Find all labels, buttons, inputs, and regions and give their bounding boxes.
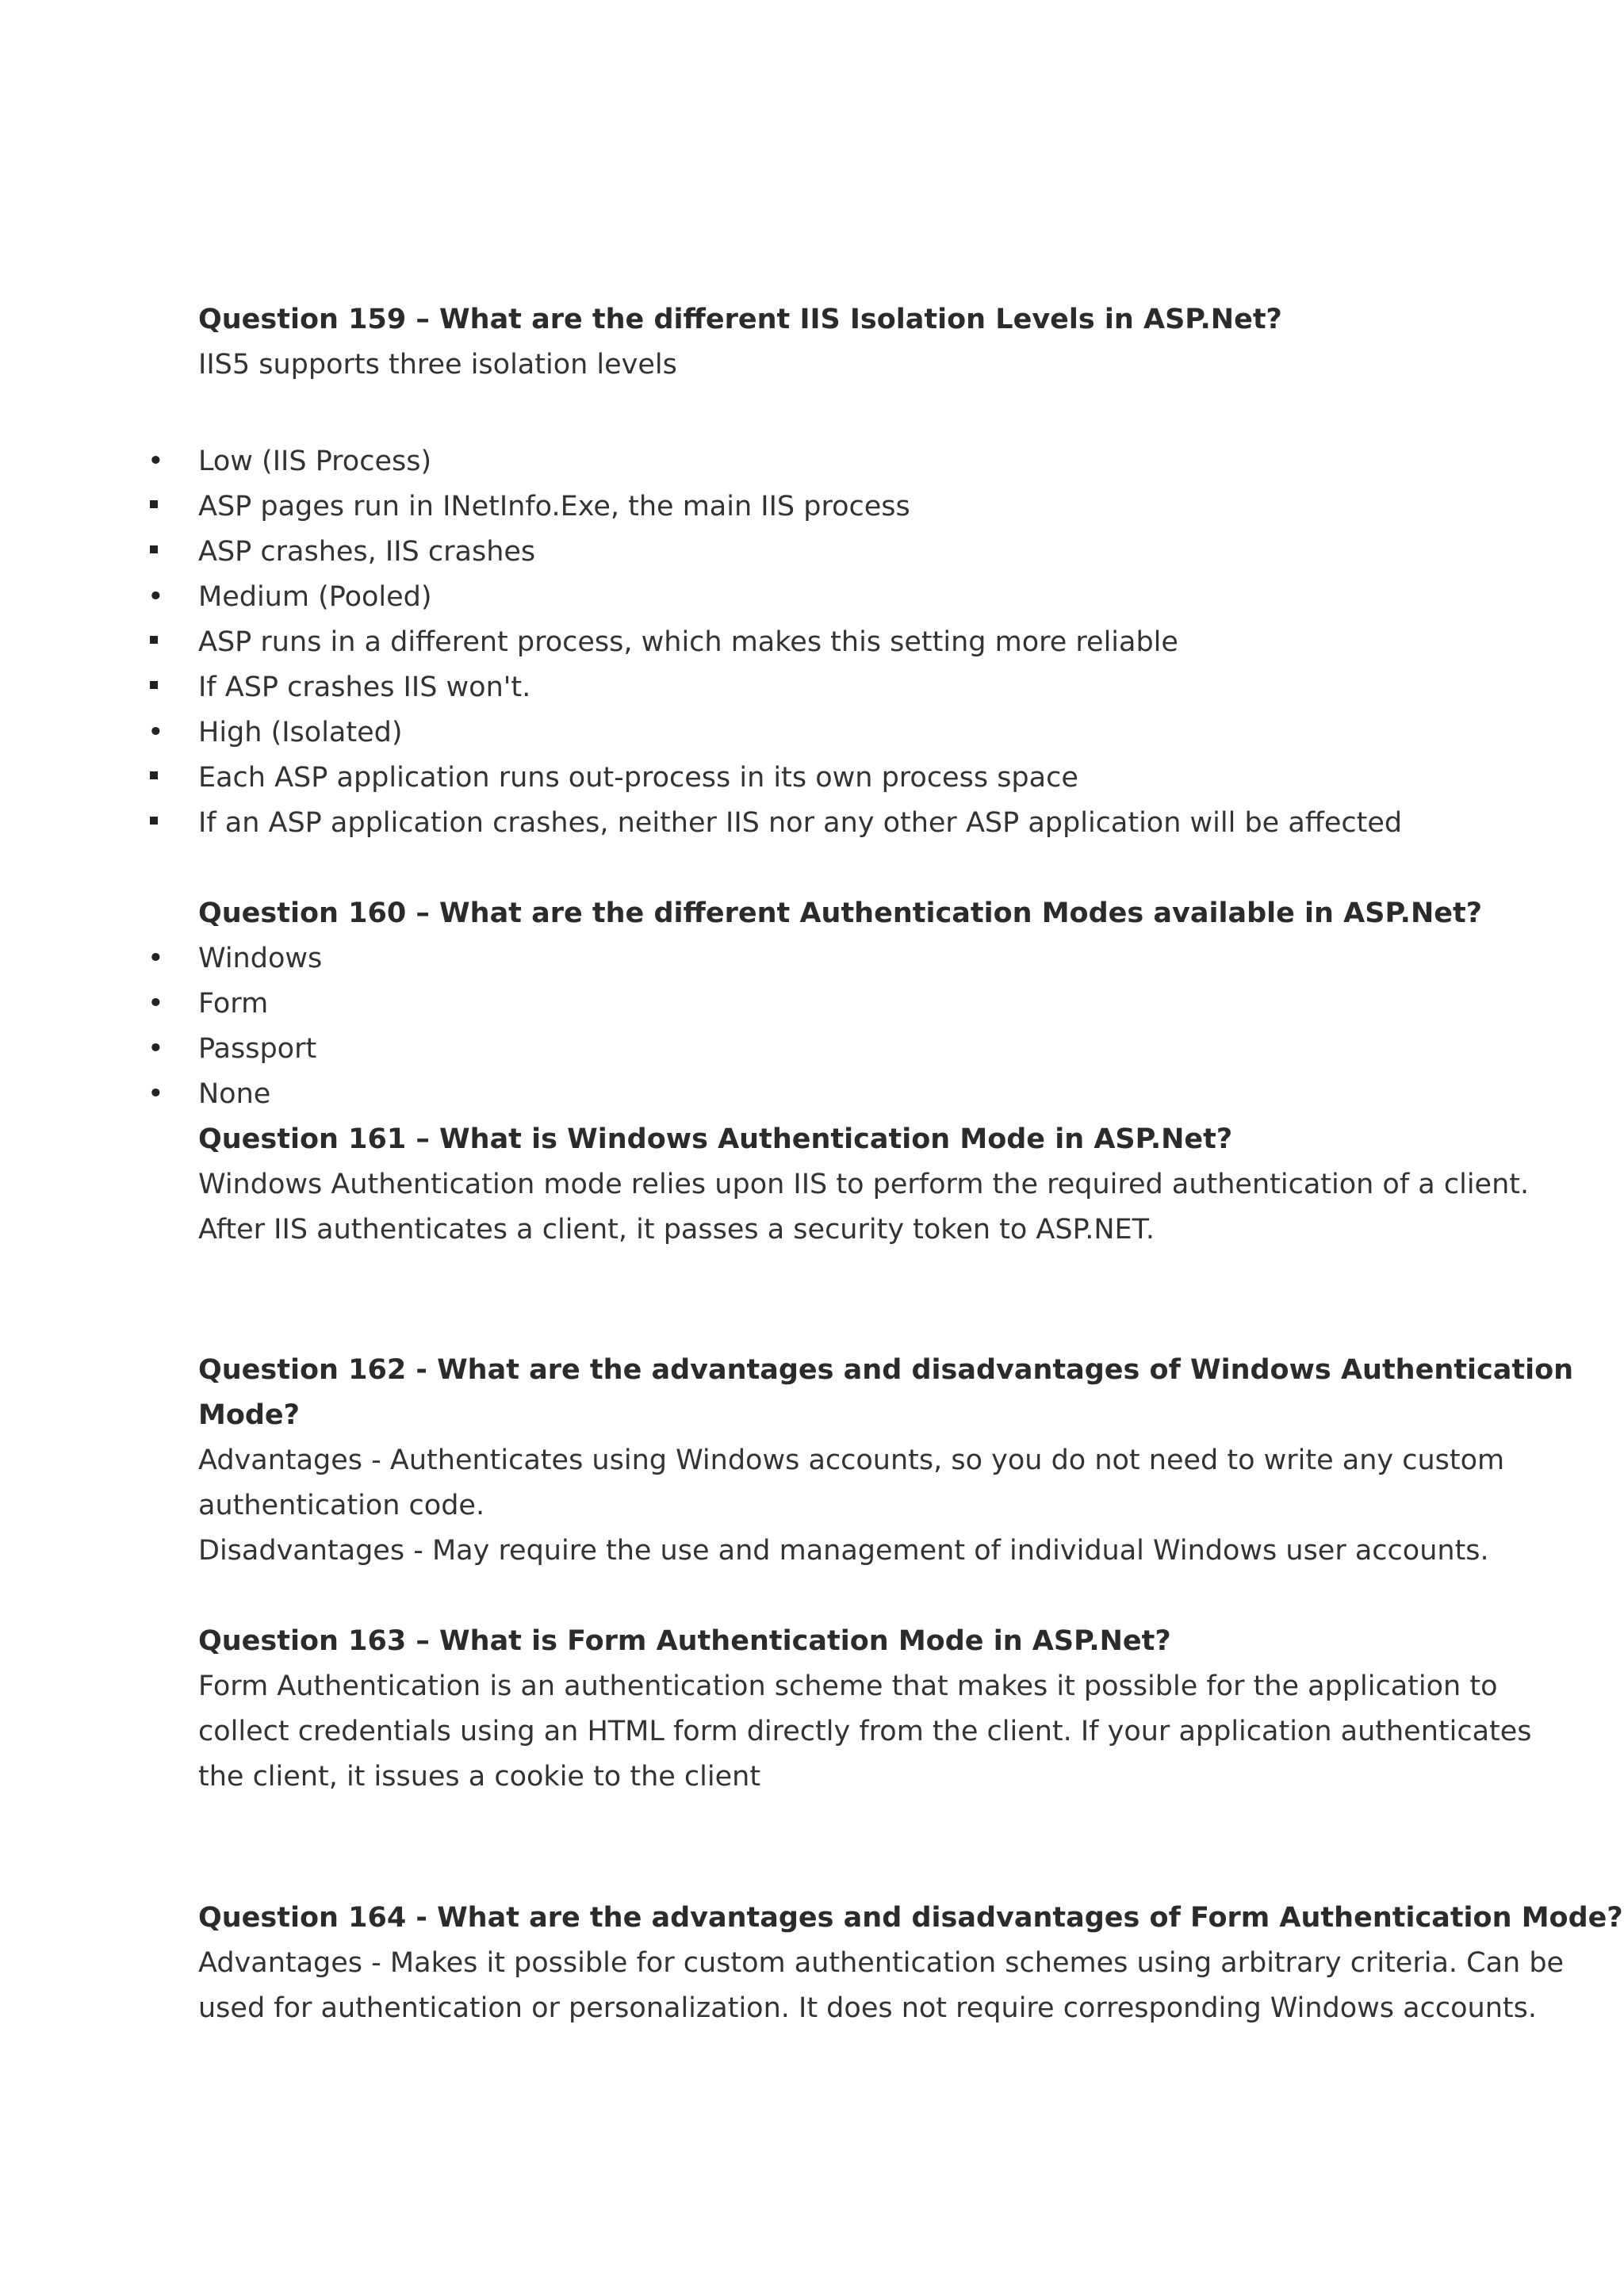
disc-bullet: • <box>147 581 164 613</box>
question-159-title: Question 159 – What are the different IIS Isolation Levels in ASP.Net? <box>198 304 1282 335</box>
list-item: Form <box>198 988 269 1020</box>
disc-bullet: • <box>147 446 164 477</box>
disc-bullet: • <box>147 717 164 748</box>
list-item: If an ASP application crashes, neither IIS nor any other ASP application will be affected <box>198 807 1403 839</box>
square-bullet <box>150 545 158 553</box>
question-163-text-line: the client, it issues a cookie to the client <box>198 1761 761 1793</box>
list-item: Passport <box>198 1033 317 1065</box>
square-bullet <box>150 636 158 644</box>
list-item: Medium (Pooled) <box>198 581 432 613</box>
question-164-text-line: used for authentication or personalization. It does not require corresponding Windows accounts. <box>198 1992 1537 2024</box>
square-bullet <box>150 500 158 508</box>
question-162-text-line: authentication code. <box>198 1490 485 1521</box>
list-item: Low (IIS Process) <box>198 446 432 477</box>
square-bullet <box>150 771 158 779</box>
question-164-text-line: Advantages - Makes it possible for custom authentication schemes using arbitrary criteria. Can be <box>198 1947 1565 1979</box>
disc-bullet: • <box>147 943 164 974</box>
list-item: ASP runs in a different process, which makes this setting more reliable <box>198 626 1178 658</box>
list-item: ASP pages run in INetInfo.Exe, the main IIS process <box>198 491 910 522</box>
question-163-title: Question 163 – What is Form Authentication Mode in ASP.Net? <box>198 1625 1171 1657</box>
question-161-title: Question 161 – What is Windows Authentication Mode in ASP.Net? <box>198 1123 1233 1155</box>
square-bullet <box>150 817 158 825</box>
list-item: None <box>198 1078 271 1110</box>
question-162-text-line: Advantages - Authenticates using Windows accounts, so you do not need to write any custom <box>198 1445 1505 1476</box>
question-162-title: Question 162 - What are the advantages and disadvantages of Windows Authentication <box>198 1354 1574 1386</box>
question-162-title-continued: Mode? <box>198 1399 300 1431</box>
question-161-text-line: Windows Authentication mode relies upon IIS to perform the required authentication of a client. <box>198 1169 1530 1200</box>
question-164-title: Question 164 - What are the advantages and disadvantages of Form Authentication Mode? <box>198 1902 1623 1934</box>
question-163-text-line: collect credentials using an HTML form directly from the client. If your application authenticates <box>198 1716 1532 1747</box>
question-160-title: Question 160 – What are the different Authentication Modes available in ASP.Net? <box>198 897 1483 929</box>
list-item: Each ASP application runs out-process in its own process space <box>198 762 1078 794</box>
square-bullet <box>150 681 158 689</box>
disc-bullet: • <box>147 1078 164 1110</box>
question-159-intro: IIS5 supports three isolation levels <box>198 349 677 381</box>
question-162-text-line: Disadvantages - May require the use and management of individual Windows user accounts. <box>198 1535 1489 1567</box>
disc-bullet: • <box>147 1033 164 1065</box>
disc-bullet: • <box>147 988 164 1020</box>
list-item: Windows <box>198 943 323 974</box>
list-item: ASP crashes, IIS crashes <box>198 536 536 568</box>
question-163-text-line: Form Authentication is an authentication scheme that makes it possible for the application to <box>198 1670 1498 1702</box>
list-item: High (Isolated) <box>198 717 403 748</box>
question-161-text-line: After IIS authenticates a client, it passes a security token to ASP.NET. <box>198 1214 1155 1246</box>
list-item: If ASP crashes IIS won't. <box>198 672 531 703</box>
